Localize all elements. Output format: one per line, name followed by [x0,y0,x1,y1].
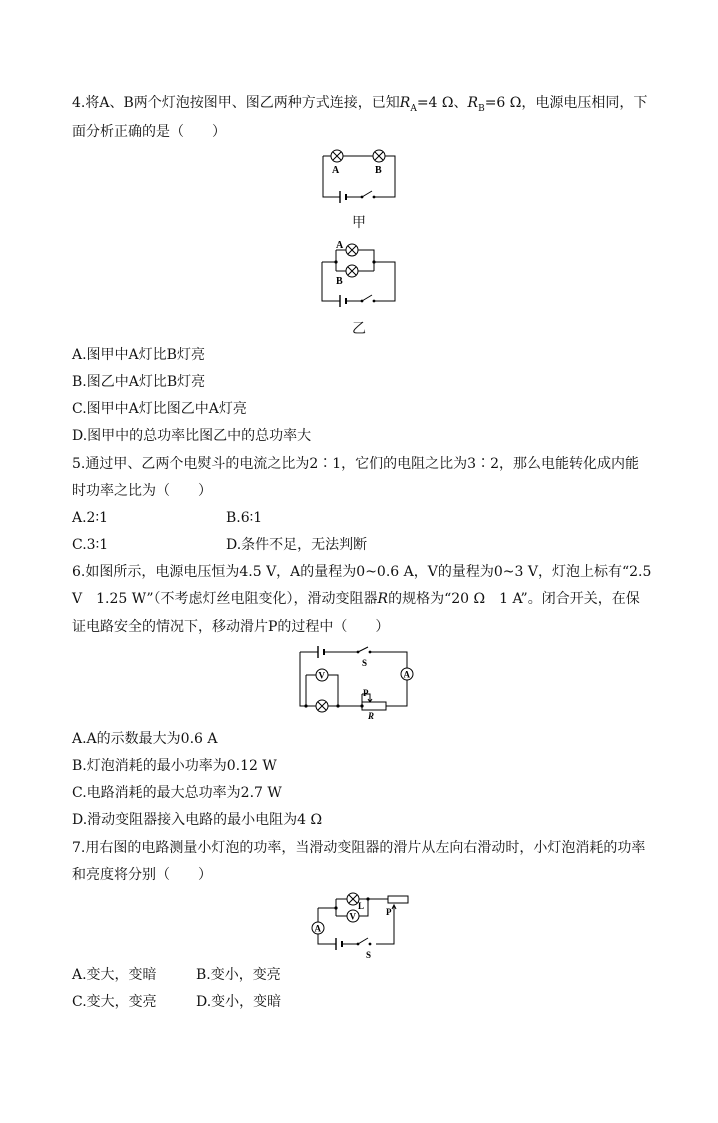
rb-value: =6 Ω，电源电压相同，下 [484,95,648,111]
q4-option-c: C.图甲中A灯比图乙中A灯亮 [72,401,247,417]
q7-label-p: P [386,907,392,917]
q7-option-d: D.变小，变暗 [196,994,282,1010]
q6-stem-line1: 6.如图所示，电源电压恒为4.5 V，A的量程为0~0.6 A，V的量程为0~3 V，灯泡上标有“2.5 [72,564,652,580]
q6-label-s: S [362,658,368,668]
fig-yi-label-a: A [336,240,344,251]
q6-option-b: B.灯泡消耗的最小功率为0.12 W [72,758,277,774]
q6-stem-line3: 证电路安全的情况下，移动滑片P的过程中（ ） [72,619,390,635]
q7-option-a: A.变大，变暗 [72,967,157,983]
q6-option-c: C.电路消耗的最大总功率为2.7 W [72,785,282,801]
q7-ammeter-label: A [314,923,321,934]
q7-stem-line1: 7.用右图的电路测量小灯泡的功率，当滑动变阻器的滑片从左向右滑动时，小灯泡消耗的功率 [72,840,646,856]
q5-option-b: B.6∶1 [226,510,263,526]
rb-subscript: B [478,103,485,114]
q7-option-c: C.变大，变亮 [72,994,157,1010]
ra-subscript: A [410,103,417,114]
q7-label-s: S [366,950,372,960]
q4-stem-line2: 面分析正确的是（ ） [72,124,226,140]
q6-option-d: D.滑动变阻器接入电路的最小电阻为4 Ω [72,812,323,828]
q6-label-p: P [363,688,369,698]
q6-stem-line2 [72,590,640,608]
rb-symbol: R [467,95,479,111]
q7-label-l: L [358,901,365,911]
q6-label-r: R [368,711,375,720]
q7-voltmeter-label: V [349,911,356,922]
q5-option-a: A.2∶1 [72,510,109,526]
q7-stem-line2: 和亮度将分别（ ） [72,867,212,883]
q4-option-d: D.图甲中的总功率比图乙中的总功率大 [72,428,312,444]
circuit-figure-q6 [296,644,420,720]
fig-yi-label-b: B [336,276,343,287]
q4-stem-line1 [72,94,647,118]
ra-symbol: R [399,95,411,111]
circuit-figure-jia [318,145,402,205]
ra-value: =4 Ω、 [416,95,468,111]
q4-option-b: B.图乙中A灯比B灯亮 [72,374,206,390]
circuit-figure-yi [318,238,402,308]
fig-jia-label-a: A [332,165,340,176]
figure-caption-jia: 甲 [352,215,366,231]
q5-stem-line2: 时功率之比为（ ） [72,483,212,499]
q5-option-d: D.条件不足，无法判断 [226,537,368,553]
q6-ammeter-label: A [403,669,410,680]
q6-option-a: A.A的示数最大为0.6 A [72,731,218,747]
fig-jia-label-b: B [375,165,382,176]
q5-option-c: C.3∶1 [72,537,109,553]
q6-voltmeter-label: V [318,670,325,681]
q6-stem-line2-start: V 1.25 W”（不考虑灯丝电阻变化），滑动变阻器 [72,591,378,607]
q4-stem-lead: 4.将A、B两个灯泡按图甲、图乙两种方式连接，已知 [72,95,400,111]
q7-option-b: B.变小，变亮 [196,967,281,983]
figure-caption-yi: 乙 [352,321,366,337]
q4-option-a: A.图甲中A灯比B灯亮 [72,347,205,363]
q6-stem-line2-end: 的规格为“20 Ω 1 A”。闭合开关，在保 [388,591,640,607]
circuit-figure-q7 [306,890,414,960]
q6-r-symbol: R [377,591,389,607]
q5-stem-line1: 5.通过甲、乙两个电熨斗的电流之比为2∶1，它们的电阻之比为3∶2，那么电能转化成内能 [72,456,639,472]
